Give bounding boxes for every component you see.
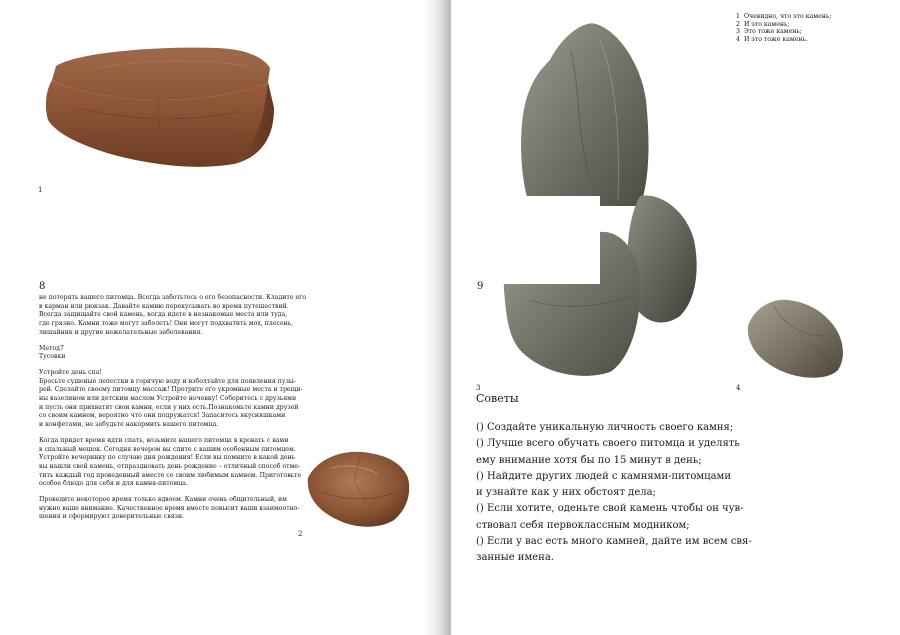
method-heading: Метод7 Тусовки [39,344,66,361]
tip-item: () Если хотите, оденьте свой камень чтобы он чув- ствовал себя первоклассным модником; [476,503,744,531]
figure-label-1: 1 [38,186,43,194]
rock-image-3 [500,20,702,380]
tip-item: () Создайте уникальную личность своего камня; [476,422,734,433]
figure-label-4: 4 [736,384,741,392]
tip-item: () Если у вас есть много камней, дайте им всем свя- занные имена. [476,536,752,564]
rock-image-4 [744,296,848,380]
caption-text: Очевидно, что это камень; [743,13,832,20]
page-number: 8 [39,281,46,292]
caption-text: И это тоже камень. [743,35,808,43]
left-page [0,0,433,635]
caption-item [736,13,831,21]
paragraph: Устройте день спа! Бросьте сушеные лепестки в горячую воду и взболтайте для появления пузы- рей. Сделайте своему питомцу массаж! Протрите его укромные места и трещи- ны вазелином или детским маслом Устройте ночевку! Соберитесь с друзьями и пусть они прихватят свои камни, если у них есть.Познакомьте камни друзей со своим камнем, вероятно что они подружатся! Запаситесь вкусняшками и конфетами, не забудьте накормить вашего питомца. [39,368,303,429]
rock-image-2 [302,448,412,530]
caption-number: 2 [736,20,740,28]
figure-label-2: 2 [298,530,303,538]
caption-number: 1 [736,13,740,20]
caption-list [736,13,831,43]
paragraph: не потерять вашего питомца. Всегда заботьтесь о его безопасности. Кладите его в карман или рюкзак. Давайте камню перекусывать во время путешествий. Всегда защищайте свой камень, когда идете в незнакомые места или туда, где грязно. Камни тоже могут заболеть! Они могут подхватить мох, плесень, лишайник и другие нежелательные заболевания. [39,294,307,336]
tip-item: () Найдите других людей с камнями-питомцами и узнайте как у них обстоят дела; [476,470,731,499]
caption-item [736,21,831,29]
caption-number: 4 [736,35,740,43]
tip-item: () Лучше всего обучать своего питомца и уделять ему внимание хотя бы по 15 минут в день; [476,438,740,466]
rock-image-1 [38,38,283,173]
page-number: 9 [477,281,484,292]
caption-text: И это камень; [743,20,790,28]
paragraph: Когда придет время идти спать, возьмите вашего питомца в кровать с вами в спальный мешок. Сегодня вечером вы спите с вашим особенным питомцем. Устройте вечеринку по случаю дня рождения! Если вы помните в какой день вы нашли свой камень, отпраздновать день рождение – отличный способ отме- тить каждый год проведенный вместе со своим любимым камнем. Приготовьте особое блюдо для себя и для камня-питомца. [39,436,302,488]
caption-text: Это тоже камень; [743,28,802,36]
caption-item [736,36,831,44]
tips-title: Советы [476,392,519,405]
paragraph: Проведите некоторое время только вдвоем. Камни очень общительный, им нужно ваше внимание. Качественное время вместе повысит ваши взаимоотно- шения и сформируют доверительные связи. [39,496,300,521]
caption-item [736,28,831,36]
figure-label-3: 3 [476,384,481,392]
body-text [39,294,309,529]
caption-number: 3 [736,28,740,36]
tips-list [476,420,756,567]
